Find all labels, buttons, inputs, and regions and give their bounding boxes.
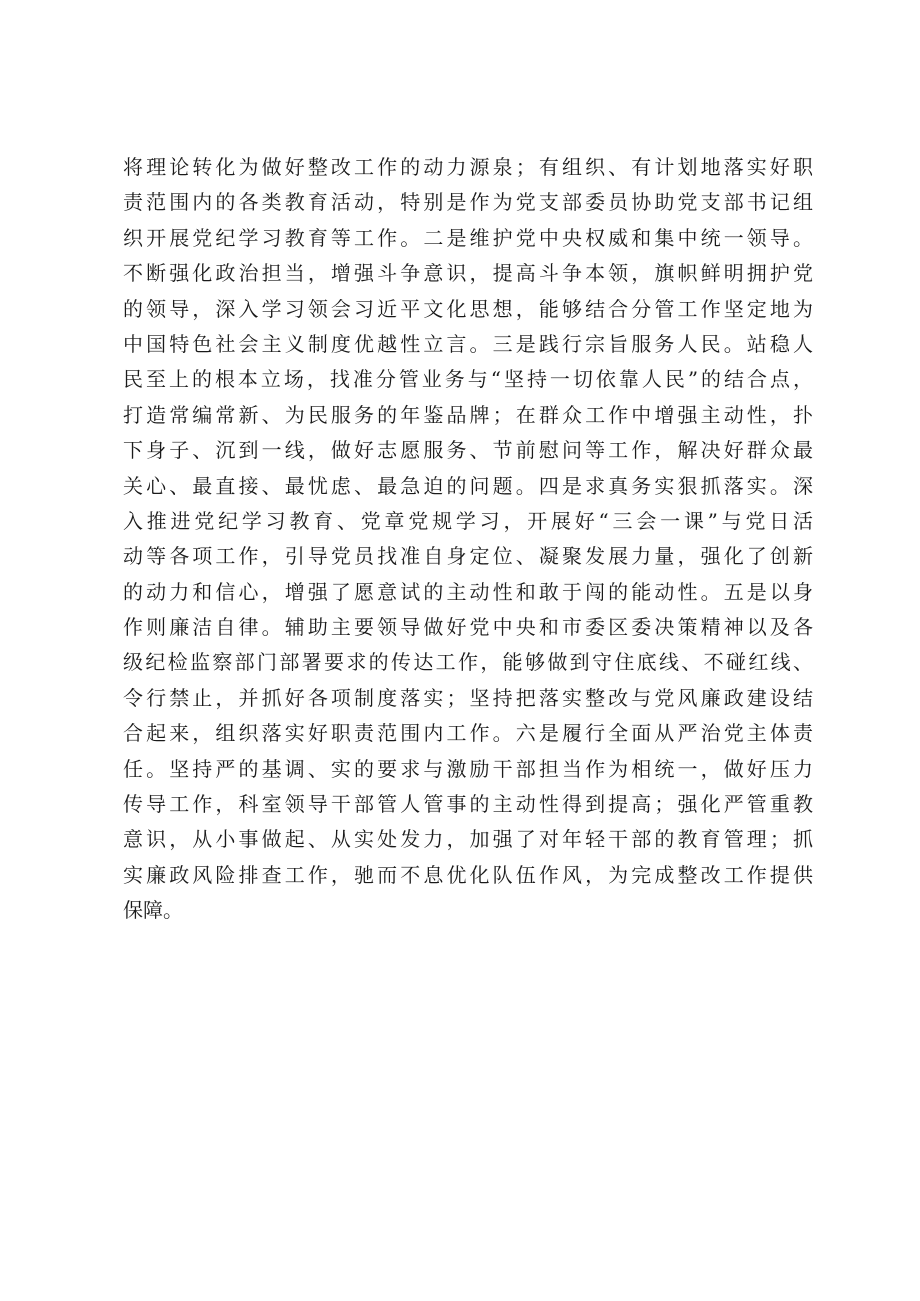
text-line: 责范围内的各类教育活动，特别是作为党支部委员协助党支部书记组 bbox=[123, 190, 813, 215]
text-line: 将理论转化为做好整改工作的动力源泉；有组织、有计划地落实好职 bbox=[123, 155, 813, 179]
text-line: 合起来，组织落实好职责范围内工作。六是履行全面从严治党主体责 bbox=[123, 721, 813, 746]
text-line: 动等各项工作，引导党员找准自身定位、凝聚发展力量，强化了创新 bbox=[123, 544, 813, 569]
text-line: 作则廉洁自律。辅助主要领导做好党中央和市委区委决策精神以及各 bbox=[123, 615, 813, 640]
text-line: 意识，从小事做起、从实处发力，加强了对年轻干部的教育管理；抓 bbox=[123, 827, 813, 852]
body-paragraph bbox=[123, 150, 813, 929]
text-line: 实廉政风险排查工作，驰而不息优化队伍作风，为完成整改工作提供 bbox=[123, 862, 813, 887]
text-line: 保障。 bbox=[123, 898, 183, 923]
text-line: 打造常编常新、为民服务的年鉴品牌；在群众工作中增强主动性，扑 bbox=[123, 402, 813, 427]
text-line: 的动力和信心，增强了愿意试的主动性和敢于闯的能动性。五是以身 bbox=[123, 579, 813, 604]
text-line: 关心、最直接、最忧虑、最急迫的问题。四是求真务实狠抓落实。深 bbox=[123, 473, 813, 498]
text-line: 织开展党纪学习教育等工作。二是维护党中央权威和集中统一领导。 bbox=[123, 225, 813, 250]
text-line: 不断强化政治担当，增强斗争意识，提高斗争本领，旗帜鲜明拥护党 bbox=[123, 261, 813, 286]
text-line: 入推进党纪学习教育、党章党规学习，开展好“三会一课”与党日活 bbox=[123, 508, 813, 533]
text-line: 级纪检监察部门部署要求的传达工作，能够做到守住底线、不碰红线、 bbox=[123, 650, 813, 675]
text-line: 令行禁止，并抓好各项制度落实；坚持把落实整改与党风廉政建设结 bbox=[123, 685, 813, 710]
text-line: 传导工作，科室领导干部管人管事的主动性得到提高；强化严管重教 bbox=[123, 792, 813, 817]
text-line: 民至上的根本立场，找准分管业务与“坚持一切依靠人民”的结合点， bbox=[123, 367, 813, 392]
text-line: 下身子、沉到一线，做好志愿服务、节前慰问等工作，解决好群众最 bbox=[123, 438, 813, 463]
text-line: 中国特色社会主义制度优越性立言。三是践行宗旨服务人民。站稳人 bbox=[123, 331, 813, 356]
text-line: 的领导，深入学习领会习近平文化思想，能够结合分管工作坚定地为 bbox=[123, 296, 813, 321]
text-line: 任。坚持严的基调、实的要求与激励干部担当作为相统一，做好压力 bbox=[123, 756, 813, 781]
